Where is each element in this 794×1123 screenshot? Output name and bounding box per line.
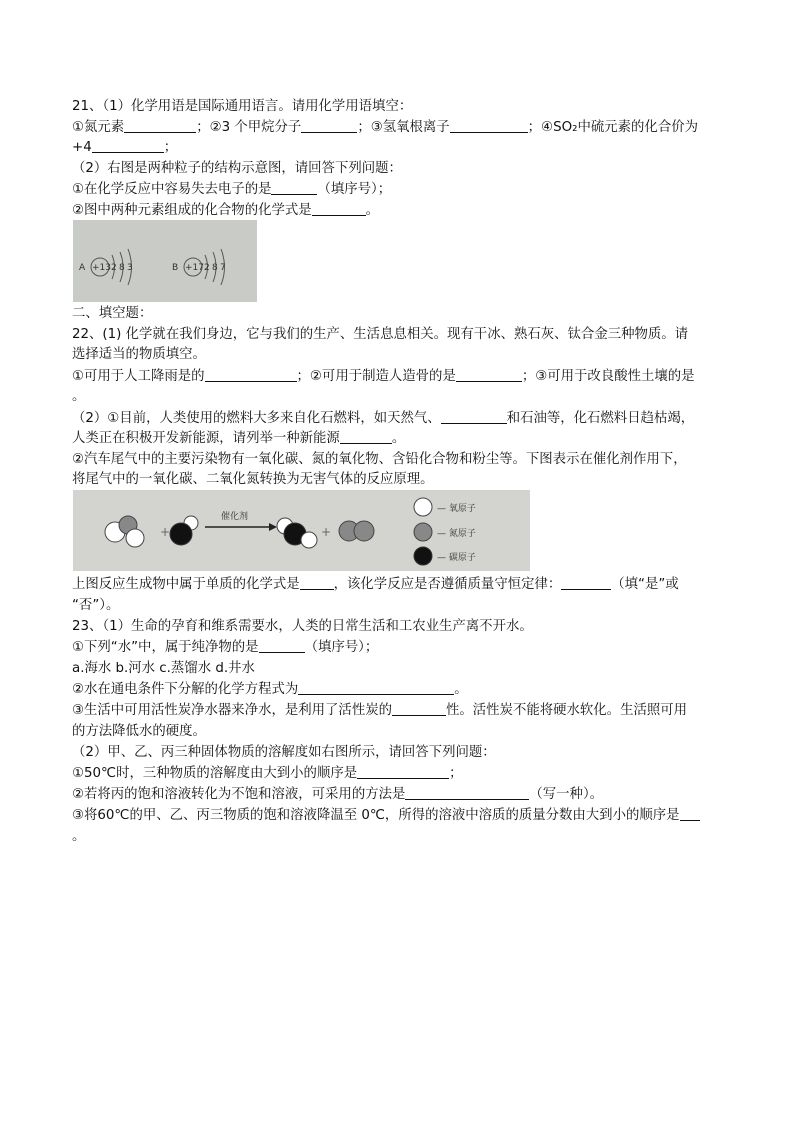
q21-line-1: 21、（1）化学用语是国际通用语言。请用化学用语填空：: [72, 99, 413, 114]
answer-blank[interactable]: [259, 638, 305, 653]
q21-text: ；④SO₂中硫元素的化合价为: [527, 120, 698, 135]
atom-a-shell-2: 8: [119, 263, 125, 273]
q22-line-5: [72, 409, 694, 429]
atom-legend: [414, 498, 476, 565]
q23-text: ①50℃时，三种物质的溶解度由大到小的顺序是: [72, 766, 358, 781]
q23-line-5: [72, 701, 687, 721]
q22-line-9: [72, 575, 679, 595]
plus-sign: +: [321, 525, 332, 539]
q22-line-8: 将尾气中的一氧化碳、二氧化氮转换为无害气体的反应原理。: [72, 472, 434, 487]
q21-text: ；③氢氧根离子: [357, 120, 450, 135]
answer-blank[interactable]: [456, 367, 522, 382]
q23-text: 。: [454, 682, 468, 697]
q23-line-7: （2）甲、乙、丙三种固体物质的溶解度如右图所示，请回答下列问题：: [72, 745, 496, 760]
q23-text: ③将60℃的甲、乙、丙三物质的饱和溶液降温至 0℃，所得的溶液中溶质的质量分数由大到小的顺序是: [72, 808, 680, 823]
q23-text: ②若将丙的饱和溶液转化为不饱和溶液，可采用的方法是: [72, 787, 406, 802]
answer-blank[interactable]: [271, 180, 317, 195]
q21-text: ②图中两种元素组成的化合物的化学式是: [72, 203, 312, 218]
q23-line-8: [72, 764, 463, 784]
q23-options: a.海水 b.河水 c.蒸馏水 d.井水: [72, 661, 255, 676]
q22-text: 上图反应生成物中属于单质的化学式是: [72, 577, 300, 592]
q22-line-3: [72, 367, 695, 387]
reaction-diagram: [73, 490, 530, 571]
plus-sign: +: [160, 525, 171, 539]
q23-line-1: 23、（1）生命的孕育和维系需要水，人类的日常生活和工农业生产离不开水。: [72, 619, 533, 634]
q22-line-10: “否”）。: [72, 598, 120, 613]
q21-text: +4: [72, 140, 92, 155]
q22-text: 和石油等，化石燃料日趋枯竭，: [506, 411, 695, 426]
q21-line-2: [72, 118, 698, 138]
oxygen-legend-icon: [414, 498, 432, 516]
q23-line-2: [72, 638, 378, 658]
q23-line-9: [72, 785, 603, 805]
answer-blank[interactable]: [205, 367, 297, 382]
q21-text: （填序号）；: [317, 182, 392, 197]
q21-line-4: （2）右图是两种粒子的结构示意图，请回答下列问题：: [72, 161, 402, 176]
q21-text: ①在化学反应中容易失去电子的是: [72, 182, 272, 197]
answer-blank[interactable]: [405, 785, 529, 800]
q22-line-4: 。: [72, 389, 86, 404]
q23-text: ①下列“水”中，属于纯净物的是: [72, 640, 259, 655]
answer-blank[interactable]: [124, 118, 196, 133]
q23-text: （写一种）。: [529, 787, 604, 802]
nitrogen-legend-icon: [414, 523, 432, 541]
q21-line-5: [72, 180, 391, 200]
q21-line-6: [72, 201, 379, 221]
answer-blank[interactable]: [300, 575, 334, 590]
answer-blank[interactable]: [340, 429, 392, 444]
q22-text: ①可用于人工降雨是的: [72, 369, 205, 384]
q23-line-6: 的方法降低水的硬度。: [72, 724, 206, 739]
answer-blank[interactable]: [312, 201, 366, 216]
q23-text: （填序号）；: [304, 640, 379, 655]
q22-text: ；③可用于改良酸性土壤的是: [521, 369, 695, 384]
q21-text: ；: [163, 140, 178, 155]
answer-blank[interactable]: [357, 764, 449, 779]
atom-b-shell-1: 2: [204, 263, 210, 273]
q22-line-6: [72, 429, 405, 449]
q23-text: ②水在通电条件下分解的化学方程式为: [72, 682, 299, 697]
atom-b-shell-3: 7: [220, 263, 226, 273]
atom-structure-diagram: [73, 220, 257, 302]
q23-text: ；: [449, 766, 463, 781]
q22-line-2: 选择适当的物质填空。: [72, 347, 206, 362]
q22-text: 人类正在积极开发新能源，请列举一种新能源: [72, 431, 340, 446]
q22-line-7: ②汽车尾气中的主要污染物有一氧化碳、氮的氧化物、含铅化合物和粉尘等。下图表示在催化剂作用下，: [72, 452, 687, 467]
answer-blank[interactable]: [298, 680, 454, 695]
q22-text: ，该化学反应是否遵循质量守恒定律：: [333, 577, 562, 592]
atom-a-shell-1: 2: [111, 263, 117, 273]
q21-text: 。: [365, 203, 380, 218]
answer-blank[interactable]: [450, 118, 528, 133]
q21-text: ①氮元素: [72, 120, 125, 135]
q23-text: ③生活中可用活性炭净水器来净水，是利用了活性炭的: [72, 703, 392, 718]
legend-carbon: — 碳原子: [437, 553, 476, 563]
q23-text: 性。活性炭不能将硬水软化。生活照可用: [446, 703, 688, 718]
answer-blank[interactable]: [301, 118, 357, 133]
answer-blank[interactable]: [441, 409, 507, 424]
q22-text: （填“是”或: [611, 577, 679, 592]
answer-blank[interactable]: [561, 575, 611, 590]
carbon-legend-icon: [414, 547, 432, 565]
atom-a-shell-3: 3: [127, 263, 133, 273]
q21-line-3: [72, 138, 177, 158]
answer-blank[interactable]: [392, 701, 446, 716]
q22-line-1: 22、(1) 化学就在我们身边，它与我们的生产、生活息息相关。现有干冰、熟石灰、钛合金三种物质。请: [72, 327, 689, 342]
answer-blank[interactable]: [680, 806, 700, 821]
legend-nitrogen: — 氮原子: [437, 529, 476, 539]
catalyst-label: 催化剂: [221, 512, 249, 522]
atom-a-nucleus: +13: [92, 263, 111, 273]
product-n2-molecule: [339, 521, 374, 541]
q21-text: ；②3 个甲烷分子: [196, 120, 302, 135]
atom-b-shell-2: 8: [212, 263, 218, 273]
section-heading: 二、填空题：: [72, 306, 153, 321]
q22-text: （2）①目前，人类使用的燃料大多来自化石燃料，如天然气、: [72, 411, 441, 426]
legend-oxygen: — 氧原子: [437, 504, 476, 514]
q22-text: 。: [391, 431, 406, 446]
atom-b-nucleus: +17: [185, 263, 204, 273]
q23-line-10: [72, 806, 700, 826]
atom-a-label: A: [79, 263, 86, 273]
q23-line-11: 。: [72, 829, 86, 844]
q22-text: ；②可用于制造人造骨的是: [296, 369, 456, 384]
atom-b-label: B: [172, 263, 179, 273]
answer-blank[interactable]: [92, 138, 164, 153]
q23-line-4: [72, 680, 468, 700]
